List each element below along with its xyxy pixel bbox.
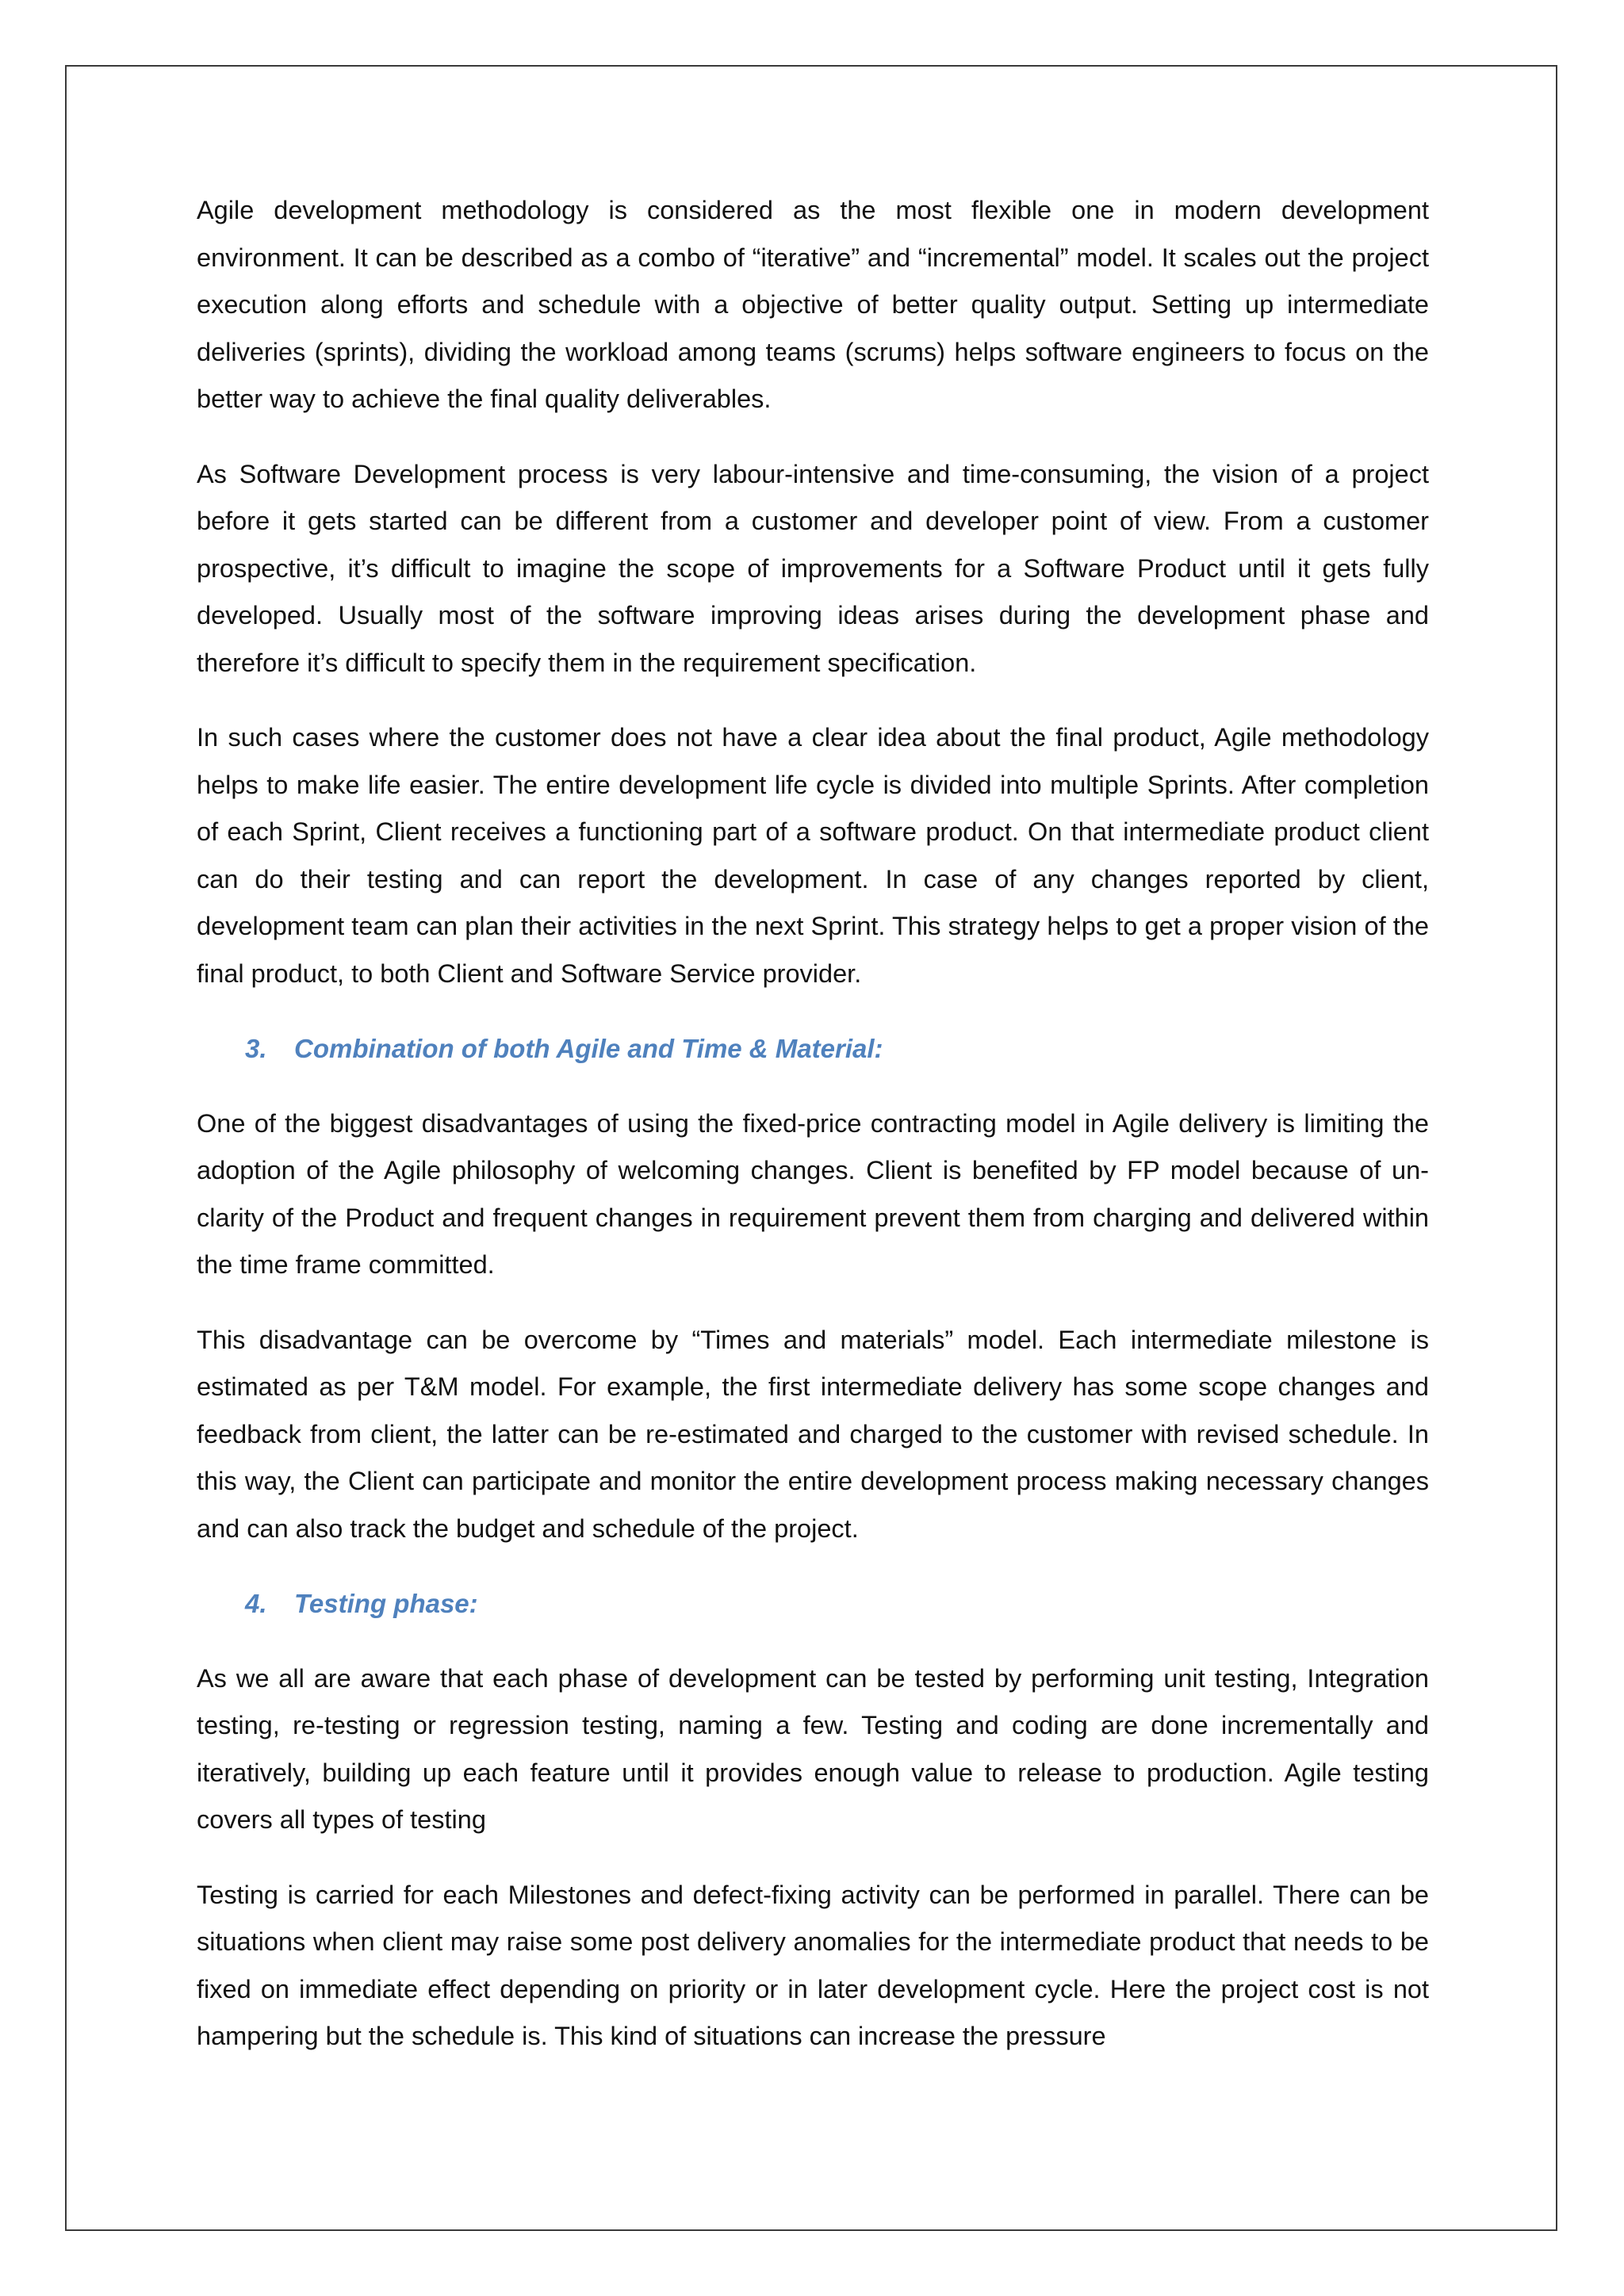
paragraph-testing-types: As we all are aware that each phase of development can be tested by performing unit testing, Integration testing, re-testing or regression testing, naming a few. Testing and coding are done incrementally and iteratively, building up each feature until it provides enough value to release to production. Agile testing covers all types of testing (197, 1663, 1429, 1834)
section-heading-agile-time-material (197, 1025, 1429, 1073)
section-title: Testing phase: (294, 1589, 478, 1618)
section-heading-testing-phase (197, 1580, 1429, 1628)
paragraph-software-development-process: As Software Development process is very labour-intensive and time-consuming, the vision of a project before it gets started can be different from a customer and developer point of view. From a customer prospective, it’s difficult to imagine the scope of improvements for a Software Product until it gets fully developed. Usually most of the software improving ideas arises during the development phase and therefore it’s difficult to specify them in the requirement specification. (197, 459, 1429, 677)
paragraph-unclear-requirements: In such cases where the customer does not have a clear idea about the final product, Agile methodology helps to make life easier. The entire development life cycle is divided into multiple Sprints. After completion of each Sprint, Client receives a functioning part of a software product. On that intermediate product client can do their testing and can report the development. In case of any changes reported by client, development team can plan their activities in the next Sprint. This strategy helps to get a proper vision of the final product, to both Client and Software Service provider. (197, 723, 1429, 988)
paragraph-times-and-materials: This disadvantage can be overcome by “Times and materials” model. Each intermediate milestone is estimated as per T&M model. For example, the first intermediate delivery has some scope changes and feedback from client, the latter can be re-estimated and charged to the customer with revised schedule. In this way, the Client can participate and monitor the entire development process making necessary changes and can also track the budget and schedule of the project. (197, 1325, 1429, 1543)
section-number: 3. (245, 1034, 267, 1063)
paragraph-testing-milestones: Testing is carried for each Milestones and defect-fixing activity can be performed in parallel. There can be situations when client may raise some post delivery anomalies for the intermediate product that needs to be fixed on immediate effect depending on priority or in later development cycle. Here the project cost is not hampering but the schedule is. This kind of situations can increase the pressure (197, 1880, 1429, 2050)
paragraph-agile-methodology: Agile development methodology is considered as the most flexible one in modern development environment. It can be described as a combo of “iterative” and “incremental” model. It scales out the project execution along efforts and schedule with a objective of better quality output. Setting up intermediate deliveries (sprints), dividing the workload among teams (scrums) helps software engineers to focus on the better way to achieve the final quality deliverables. (197, 196, 1429, 413)
document-body (197, 187, 1429, 2088)
section-title: Combination of both Agile and Time & Material: (294, 1034, 883, 1063)
section-number: 4. (245, 1589, 267, 1618)
paragraph-fixed-price-disadvantage: One of the biggest disadvantages of using the fixed-price contracting model in Agile delivery is limiting the adoption of the Agile philosophy of welcoming changes. Client is benefited by FP model because of un-clarity of the Product and frequent changes in requirement prevent them from charging and delivered within the time frame committed. (197, 1108, 1429, 1279)
